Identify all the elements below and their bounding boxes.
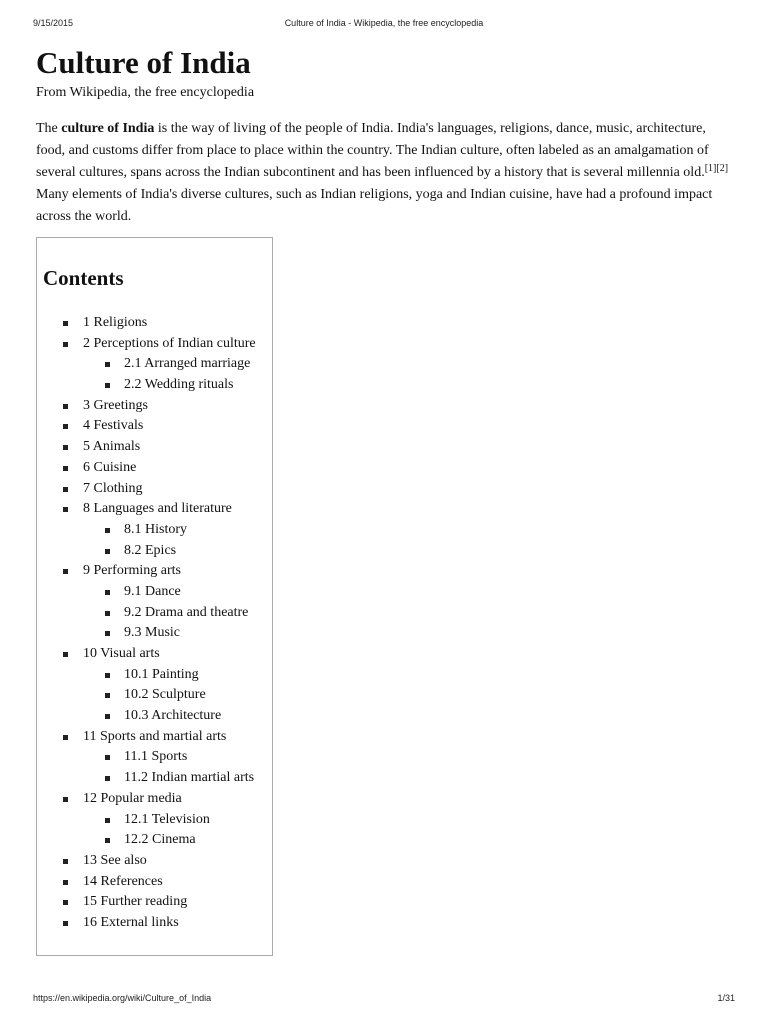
square-bullet-icon [63,321,68,326]
toc-item[interactable] [37,685,256,706]
toc-item-label: 13 See also [83,852,147,868]
toc-item[interactable] [37,851,256,872]
square-bullet-icon [105,611,110,616]
toc-item[interactable] [37,313,256,334]
square-bullet-icon [63,445,68,450]
article-body [36,44,736,228]
citation-1-link[interactable]: [1] [704,163,717,174]
square-bullet-icon [63,569,68,574]
square-bullet-icon [63,797,68,802]
toc-item-label: 4 Festivals [83,418,144,434]
square-bullet-icon [105,590,110,595]
toc-item[interactable] [37,354,256,375]
toc-item[interactable] [37,396,256,417]
toc-title: Contents [43,266,124,290]
square-bullet-icon [105,673,110,678]
toc-item[interactable] [37,768,256,789]
toc-item[interactable] [37,727,256,748]
intro-bold-term: culture of India [61,121,155,136]
square-bullet-icon [63,487,68,492]
toc-item[interactable] [37,582,256,603]
square-bullet-icon [63,652,68,657]
toc-item[interactable] [37,872,256,893]
toc-item[interactable] [37,830,256,851]
print-date: 9/15/2015 [33,18,74,28]
square-bullet-icon [63,880,68,885]
toc-item[interactable] [37,334,256,355]
toc-item-label: 7 Clothing [83,480,143,496]
square-bullet-icon [105,776,110,781]
toc-item[interactable] [37,706,256,727]
intro-text-3: Many elements of India's diverse cultures, such as Indian religions, yoga and Indian cuisine, have had a profound impact across the world. [36,187,713,224]
intro-text-2: is the way of living of the people of India. India's languages, religions, dance, music, architecture, food, and customs differ from place to place within the country. The Indian culture, often labeled as an amalgamation of several cultures, spans across the Indian subcontinent and has been influenced by a history that is several millennia old. [36,121,709,180]
square-bullet-icon [105,362,110,367]
toc-item[interactable] [37,437,256,458]
page-number: 1/31 [717,993,735,1003]
square-bullet-icon [105,631,110,636]
intro-paragraph [36,118,732,228]
toc-item[interactable] [37,623,256,644]
toc-item-label: 10.2 Sculpture [124,687,206,703]
toc-item[interactable] [37,479,256,500]
toc-item[interactable] [37,892,256,913]
toc-item-label: 12 Popular media [83,790,182,806]
toc-item[interactable] [37,458,256,479]
toc-item-label: 11.2 Indian martial arts [124,770,255,786]
toc-item-label: 8.2 Epics [124,542,177,558]
square-bullet-icon [63,342,68,347]
page-url-link[interactable]: https://en.wikipedia.org/wiki/Culture_of_India [33,993,212,1003]
intro-text-1: The [36,121,62,136]
toc-item-label: 9.2 Drama and theatre [124,604,249,620]
toc-item-label: 8.1 History [124,521,187,537]
article-tagline: From Wikipedia, the free encyclopedia [36,85,255,100]
square-bullet-icon [63,735,68,740]
toc-item-label: 2.2 Wedding rituals [124,377,234,393]
toc-item-label: 15 Further reading [83,894,188,910]
toc-item[interactable] [37,665,256,686]
square-bullet-icon [105,838,110,843]
print-header [33,18,735,32]
square-bullet-icon [105,755,110,760]
article-title: Culture of India [36,45,251,80]
toc-item-label: 11.1 Sports [124,749,188,765]
toc-item-label: 9.1 Dance [124,583,181,599]
square-bullet-icon [63,404,68,409]
toc-item-label: 12.1 Television [124,811,210,827]
toc-item-label: 14 References [83,873,163,889]
toc-item[interactable] [37,789,256,810]
toc-item[interactable] [37,416,256,437]
square-bullet-icon [105,383,110,388]
toc-item[interactable] [37,603,256,624]
toc-item-label: 11 Sports and martial arts [83,728,227,744]
print-footer [33,993,735,1007]
toc-item[interactable] [37,541,256,562]
toc-item[interactable] [37,810,256,831]
toc-item[interactable] [37,913,256,934]
square-bullet-icon [105,693,110,698]
toc-list [37,313,256,934]
square-bullet-icon [63,859,68,864]
square-bullet-icon [63,424,68,429]
toc-item-label: 2 Perceptions of Indian culture [83,335,256,351]
toc-item-label: 5 Animals [83,439,141,455]
toc-item[interactable] [37,499,256,520]
square-bullet-icon [63,507,68,512]
toc-item-label: 8 Languages and literature [83,501,232,517]
toc-item[interactable] [37,375,256,396]
toc-item-label: 10.3 Architecture [124,708,222,724]
toc-item-label: 6 Cuisine [83,459,137,475]
square-bullet-icon [63,921,68,926]
square-bullet-icon [63,900,68,905]
toc-item-label: 12.2 Cinema [124,832,196,848]
toc-item-label: 1 Religions [83,315,148,330]
toc-item[interactable] [37,644,256,665]
toc-item-label: 2.1 Arranged marriage [124,356,251,372]
toc-item-label: 9 Performing arts [83,563,181,579]
table-of-contents [36,237,273,956]
toc-item-label: 9.3 Music [124,625,180,641]
square-bullet-icon [63,466,68,471]
print-page-title: Culture of India - Wikipedia, the free encyclopedia [284,18,484,28]
toc-item-label: 10.1 Painting [124,666,199,682]
toc-item-label: 16 External links [83,914,179,930]
toc-item[interactable] [37,561,256,582]
toc-item[interactable] [37,520,256,541]
toc-item-label: 3 Greetings [83,397,148,413]
square-bullet-icon [105,528,110,533]
toc-item-label: 10 Visual arts [83,646,160,661]
toc-item[interactable] [37,747,256,768]
citation-2-link[interactable]: [2] [716,163,729,174]
square-bullet-icon [105,714,110,719]
square-bullet-icon [105,549,110,554]
square-bullet-icon [105,818,110,823]
